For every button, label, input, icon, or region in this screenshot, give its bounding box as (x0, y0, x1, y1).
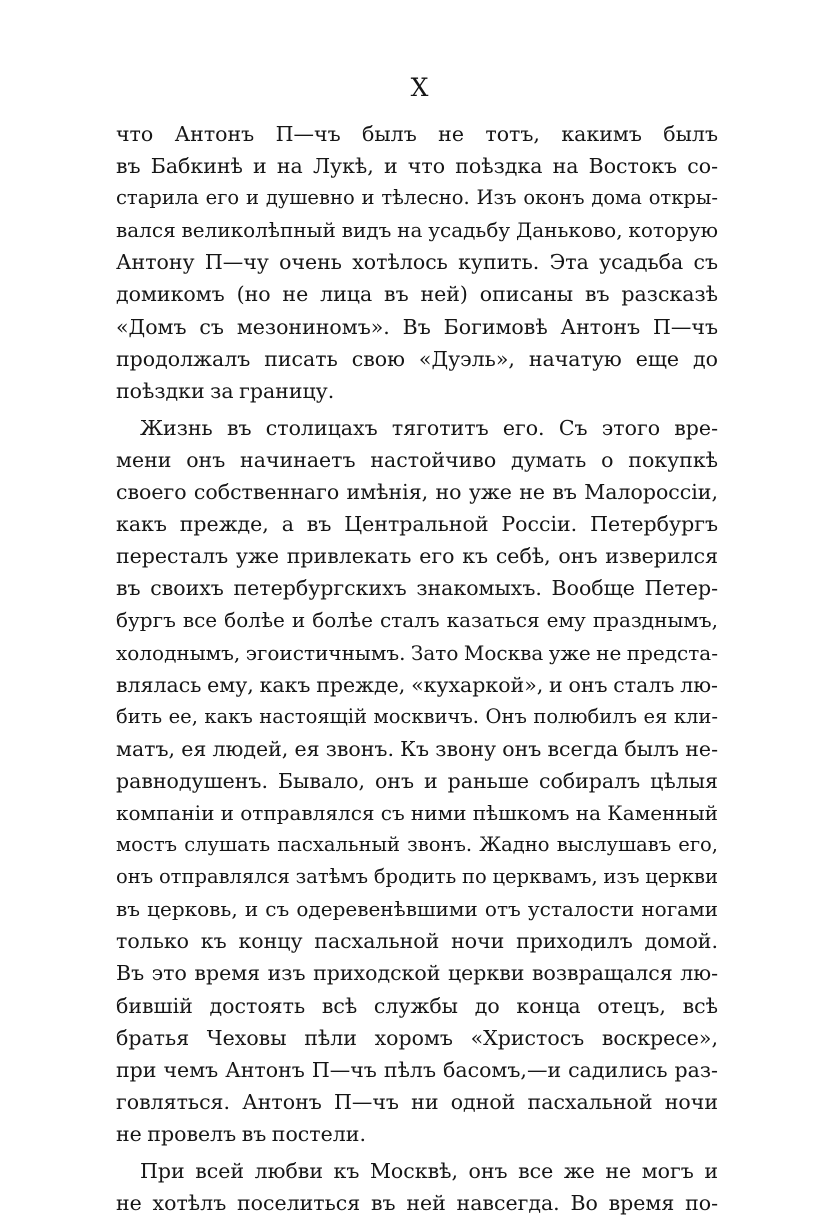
text-line: старила его и душевно и тѣлесно. Изъ оконъ дома откры- (116, 186, 718, 210)
text-line: бившій достоять всѣ службы до конца отецъ, всѣ (116, 993, 718, 1018)
page-number: X (410, 73, 430, 102)
text-line: пересталъ уже привлекать его къ себѣ, онъ изверился (116, 544, 718, 569)
text-line: поѣздки за границу. (116, 378, 335, 403)
text-line: своего собственнаго имѣнія, но уже не въ Малороссіи, (116, 480, 718, 505)
text-line: братья Чеховы пѣли хоромъ «Христосъ воскресе», (116, 1025, 718, 1050)
text-line: равнодушенъ. Бывало, онъ и раньше собиралъ цѣлыя (116, 768, 718, 793)
text-line: въ церковь, и съ одеревенѣвшими отъ усталости ногами (116, 897, 718, 922)
text-line: влялась ему, какъ прежде, «кухаркой», и онъ сталъ лю- (116, 672, 718, 697)
text-line: компаніи и отправлялся съ ними пѣшкомъ на Каменный (116, 800, 718, 825)
text-line: онъ отправлялся затѣмъ бродить по церквамъ, изъ церкви (116, 865, 718, 889)
text-line: Въ это время изъ приходской церкви возвращался лю- (116, 961, 718, 986)
text-line: бургъ все болѣе и болѣе сталъ казаться ему празднымъ, (116, 608, 718, 633)
text-line: Жизнь въ столицахъ тяготитъ его. Съ этого вре- (140, 415, 718, 440)
text-line: продолжалъ писать свою «Дуэль», начатую еще до (116, 346, 718, 371)
text-line: въ Бабкинѣ и на Лукѣ, и что поѣздка на Востокъ со- (116, 154, 718, 179)
text-line: мостъ слушать пасхальный звонъ. Жадно выслушавъ его, (116, 833, 718, 857)
text-line: говляться. Антонъ П—чъ ни одной пасхальной ночи (116, 1089, 718, 1114)
text-line: матъ, ея людей, ея звонъ. Къ звону онъ всегда былъ не- (116, 736, 718, 761)
text-line: мени онъ начинаетъ настойчиво думать о покупкѣ (116, 447, 718, 472)
text-line: не хотѣлъ поселиться въ ней навсегда. Во время по- (116, 1191, 718, 1216)
text-line: домикомъ (но не лица въ ней) описаны въ разсказѣ (116, 282, 718, 307)
text-line: Антону П—чу очень хотѣлось купить. Эта усадьба съ (116, 250, 718, 275)
text-line: При всей любви къ Москвѣ, онъ все же не могъ и (140, 1159, 718, 1183)
text-line: что Антонъ П—чъ былъ не тотъ, какимъ былъ (116, 122, 718, 146)
body-text (116, 118, 718, 1219)
paragraph-3 (116, 1155, 718, 1219)
text-line: «Домъ съ мезониномъ». Въ Богимовѣ Антонъ П—чъ (116, 314, 718, 339)
text-line: холоднымъ, эгоистичнымъ. Зато Москва уже не предста- (116, 640, 718, 665)
text-line: только къ концу пасхальной ночи приходилъ домой. (116, 929, 718, 954)
text-line: въ своихъ петербургскихъ знакомыхъ. Вообще Петер- (116, 576, 718, 601)
text-line: вался великолѣпный видъ на усадьбу Даньково, которую (116, 218, 718, 243)
text-line: какъ прежде, а въ Центральной Россіи. Петербургъ (116, 512, 718, 537)
text-line: при чемъ Антонъ П—чъ пѣлъ басомъ,—и садились раз- (116, 1057, 718, 1082)
paragraph-1 (116, 118, 718, 407)
paragraph-2 (116, 412, 718, 1150)
text-line: не провелъ въ постели. (116, 1121, 366, 1146)
text-line: бить ее, какъ настоящій москвичъ. Онъ полюбилъ ея кли- (116, 704, 718, 728)
